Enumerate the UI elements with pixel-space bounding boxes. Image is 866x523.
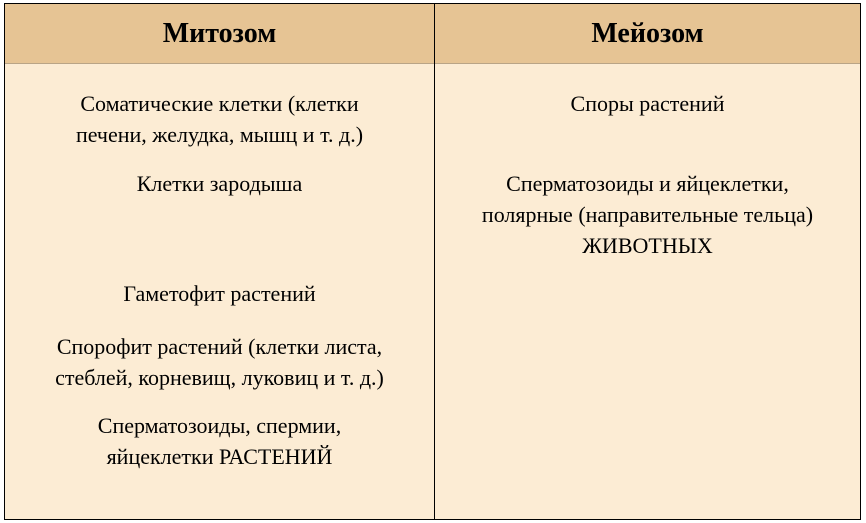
- mitosis-item-embryo: [5, 168, 434, 199]
- header-meiosis: Мейозом: [591, 18, 704, 49]
- mitosis-item-sporophyte-line2: стеблей, корневищ, луковиц и т. д.): [55, 365, 384, 390]
- mitosis-item-plant-gametes-line2: яйцеклетки РАСТЕНИЙ: [106, 444, 333, 469]
- mitosis-item-plant-gametes-line1: Сперматозоиды, спермии,: [97, 413, 342, 438]
- meiosis-item-animal-gametes: [435, 168, 860, 261]
- meiosis-item-animal-gametes-line1: Сперматозоиды и яйцеклетки,: [506, 171, 789, 196]
- comparison-table: [4, 3, 861, 520]
- mitosis-item-plant-gametes: [5, 410, 434, 472]
- mitosis-item-somatic: [5, 88, 434, 150]
- mitosis-item-sporophyte-line1: Спорофит растений (клетки листа,: [56, 334, 383, 359]
- meiosis-item-spores: [435, 88, 860, 119]
- mitosis-item-gametophyte: [5, 278, 434, 309]
- meiosis-item-animal-gametes-line2: полярные (направительные тельца): [481, 202, 814, 227]
- meiosis-item-animal-gametes-line3: ЖИВОТНЫХ: [582, 233, 713, 258]
- mitosis-item-somatic-line1: Соматические клетки (клетки: [80, 91, 359, 116]
- mitosis-item-somatic-line2: печени, желудка, мышц и т. д.): [75, 122, 364, 147]
- table-header-row: [5, 4, 860, 64]
- column-divider: [434, 4, 435, 519]
- meiosis-item-spores-line1: Споры растений: [570, 91, 725, 116]
- mitosis-item-embryo-line1: Клетки зародыша: [136, 171, 303, 196]
- header-mitosis: Митозом: [162, 18, 277, 49]
- mitosis-item-sporophyte: [5, 331, 434, 393]
- mitosis-item-gametophyte-line1: Гаметофит растений: [123, 281, 316, 306]
